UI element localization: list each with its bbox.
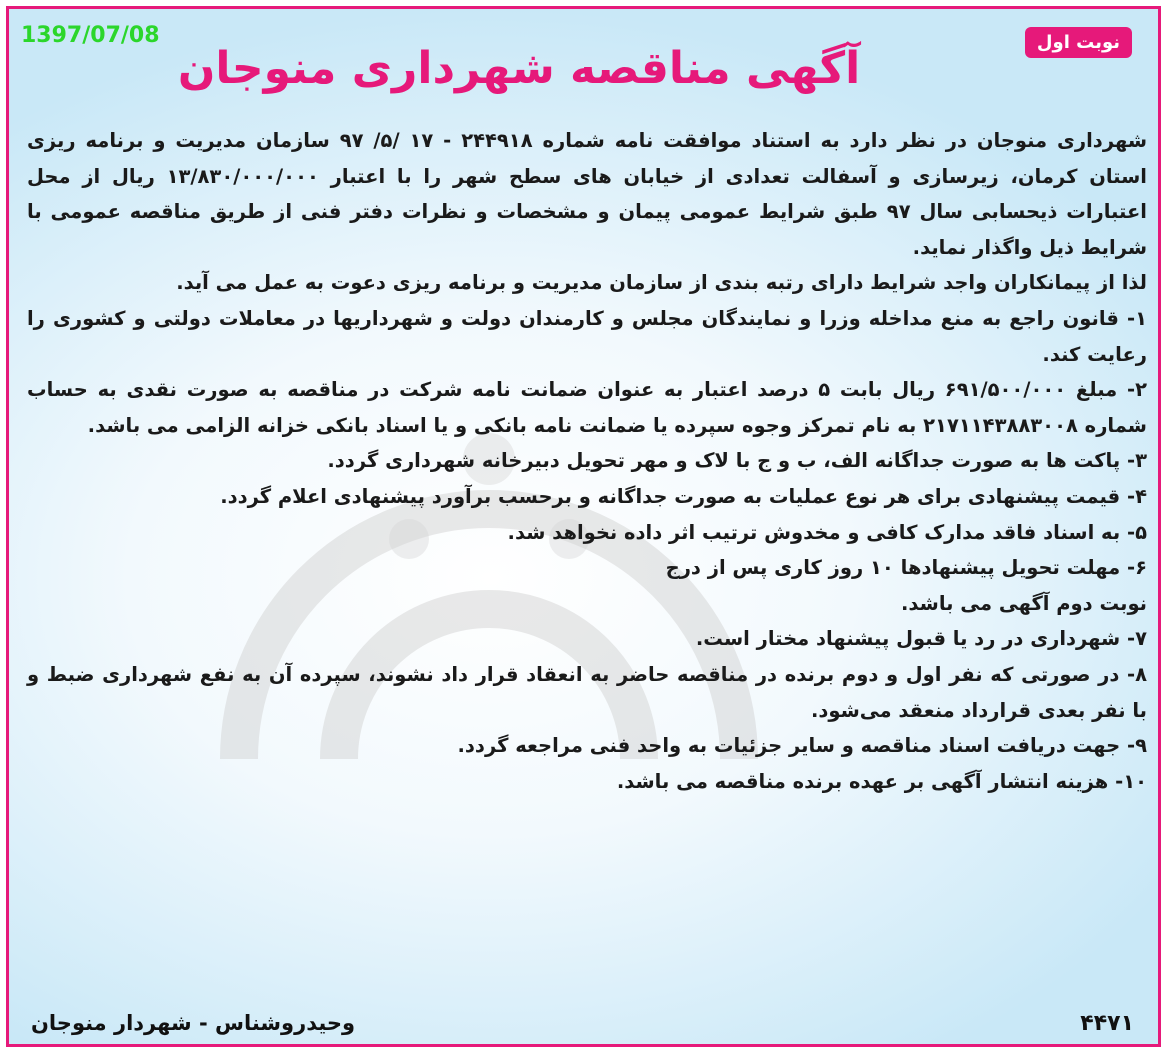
condition-4: ۴- قیمت پیشنهادی برای هر نوع عملیات به صورت جداگانه و برحسب برآورد پیشنهادی اعلام گردد.	[220, 484, 1147, 508]
condition-10: ۱۰- هزینه انتشار آگهی بر عهده برنده مناقصه می باشد.	[616, 769, 1147, 793]
condition-5: ۵- به اسناد فاقد مدارک کافی و مخدوش ترتیب اثر داده نخواهد شد.	[507, 520, 1147, 544]
condition-6: ۶- مهلت تحویل پیشنهادها ۱۰ روز کاری پس از درج	[665, 556, 1147, 580]
publication-date: 1397/07/08	[21, 23, 160, 48]
condition-2: ۲- مبلغ ۶۹۱/۵۰۰/۰۰۰ ریال بابت ۵ درصد اعتبار به عنوان ضمانت نامه شرکت در مناقصه به صورت نقدی به حساب شماره ۲۱۷۱۱۴۳۸۸۳۰۰۸ به نام تمرکز وجوه سپرده یا ضمانت نامه بانکی و یا اسناد بانکی خزانه الزامی می باشد.	[27, 378, 1147, 437]
condition-7: ۷- شهرداری در رد یا قبول پیشنهاد مختار است.	[695, 627, 1147, 651]
condition-1: ۱- قانون راجع به منع مداخله وزرا و نمایندگان مجلس و کارمندان دولت و شهرداریها در معاملات دولتی و کشوری را رعایت کند.	[27, 306, 1147, 366]
invitation-paragraph: لذا از پیمانکاران واجد شرایط دارای رتبه بندی از سازمان مدیریت و برنامه ریزی دعوت به عمل می آید.	[176, 271, 1147, 295]
condition-6-continued: نوبت دوم آگهی می باشد.	[900, 591, 1147, 615]
ad-title: آگهی مناقصه شهرداری منوجان	[177, 43, 861, 94]
first-round-badge: نوبت اول	[1025, 27, 1132, 58]
ad-body	[27, 123, 1147, 799]
ad-code: ۴۴۷۱	[1080, 1011, 1134, 1036]
intro-paragraph: شهرداری منوجان در نظر دارد به استناد موافقت نامه شماره ۲۴۴۹۱۸ - ۱۷ /۵/ ۹۷ سازمان مدیریت و برنامه ریزی استان کرمان، زیرسازی و آسفالت تعدادی از خیابان های سطح شهر را با اعتبار ۱۳/۸۳۰/۰۰۰/۰۰۰ ریال از محل اعتبارات ذیحسابی سال ۹۷ طبق شرایط عمومی پیمان و مشخصات و نظرات دفتر فنی از طریق مناقصه عمومی با شرایط ذیل واگذار نماید.	[27, 129, 1147, 259]
condition-3: ۳- پاکت ها به صورت جداگانه الف، ب و ج با لاک و مهر تحویل دبیرخانه شهرداری گردد.	[327, 449, 1147, 473]
condition-9: ۹- جهت دریافت اسناد مناقصه و سایر جزئیات به واحد فنی مراجعه گردد.	[457, 734, 1147, 758]
advertisement-frame	[6, 6, 1161, 1047]
mayor-signature: وحیدروشناس - شهردار منوجان	[31, 1011, 356, 1035]
condition-8: ۸- در صورتی که نفر اول و دوم برنده در مناقصه حاضر به انعقاد قرار داد نشوند، سپرده آن به نفع شهرداری ضبط و با نفر بعدی قرارداد منعقد می‌شود.	[27, 662, 1147, 722]
